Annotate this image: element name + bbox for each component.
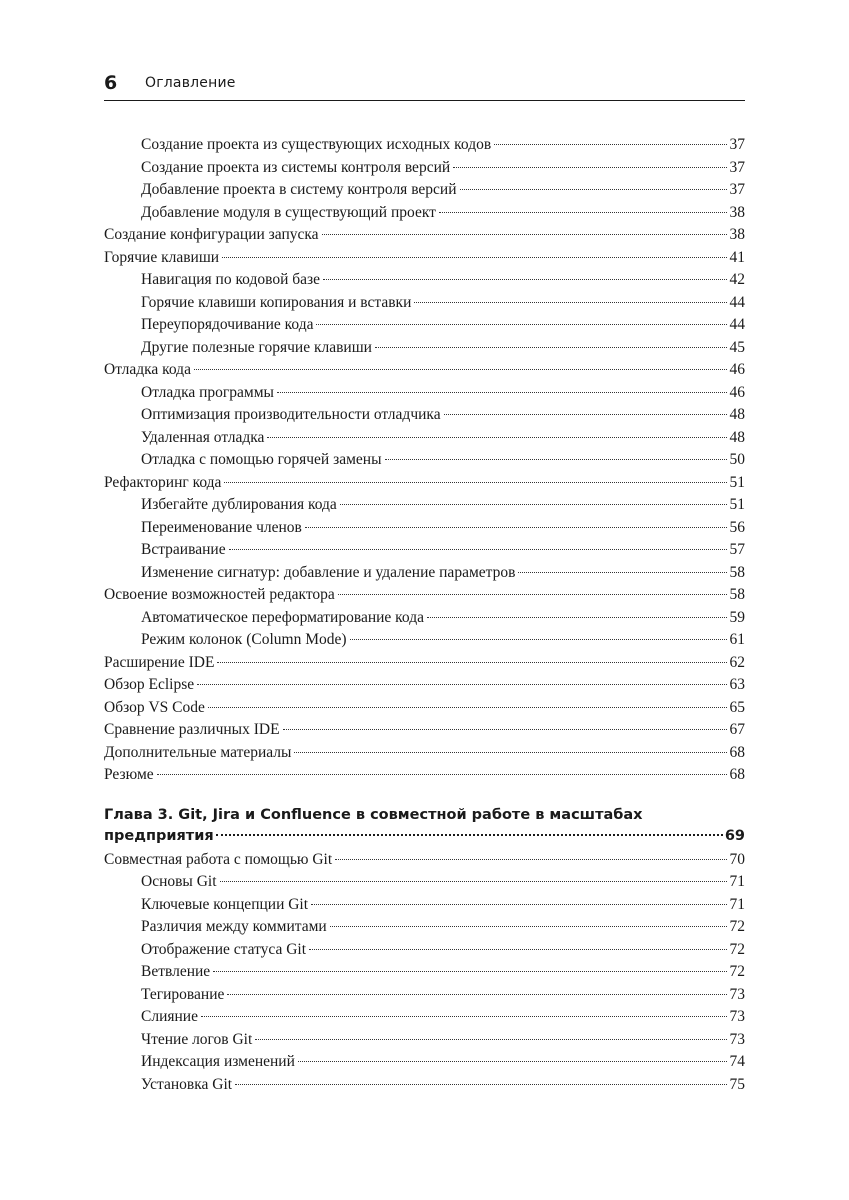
toc-entry[interactable] (104, 292, 745, 315)
toc-entry[interactable] (104, 916, 745, 939)
toc-entry[interactable] (104, 584, 745, 607)
chapter-title-line1: Глава 3. Git, Jira и Confluence в совместной работе в масштабах (104, 806, 643, 823)
toc-entry-title: Совместная работа с помощью Git (104, 850, 333, 868)
chapter-title-line2-row (104, 826, 745, 847)
dot-leader (335, 859, 726, 860)
toc-entry-title: Изменение сигнатур: добавление и удаление параметров (141, 563, 516, 581)
toc-entry-title: Горячие клавиши копирования и вставки (141, 293, 412, 311)
toc-entry-title: Освоение возможностей редактора (104, 586, 335, 603)
toc-entry[interactable] (104, 764, 745, 787)
dot-leader (255, 1039, 726, 1040)
toc-entry[interactable] (104, 871, 745, 894)
toc-entry[interactable] (104, 269, 745, 292)
dot-leader (385, 459, 727, 460)
toc-entry-page: 37 (729, 181, 745, 198)
toc-entry-title: Ветвление (141, 963, 211, 980)
dot-leader (338, 594, 727, 595)
toc-entry-title: Переупорядочивание кода (141, 316, 314, 333)
toc-entry-page: 71 (729, 873, 745, 890)
toc-entry-page: 51 (729, 473, 745, 491)
toc-entry-page: 59 (729, 608, 745, 626)
toc-entry-title: Различия между коммитами (141, 918, 327, 935)
toc-entry-page: 71 (729, 895, 745, 913)
dot-leader (216, 834, 723, 836)
dot-leader (227, 994, 726, 995)
toc-entry[interactable] (104, 939, 745, 962)
table-of-contents (104, 134, 745, 1096)
running-title: Оглавление (145, 75, 236, 91)
dot-leader (208, 707, 727, 708)
toc-entry[interactable] (104, 157, 745, 180)
running-header (104, 70, 745, 101)
toc-entry-page: 74 (729, 1053, 745, 1070)
dot-leader (330, 926, 727, 927)
toc-entry-page: 67 (729, 721, 745, 738)
toc-entry-page: 68 (729, 743, 745, 761)
toc-entry-page: 38 (729, 226, 745, 243)
toc-entry-page: 63 (729, 676, 745, 693)
toc-entry-title: Создание проекта из существующих исходных кодов (141, 136, 492, 153)
toc-entry-page: 37 (729, 158, 745, 176)
toc-entry-title: Избегайте дублирования кода (141, 496, 337, 513)
toc-entry-page: 72 (729, 963, 745, 980)
dot-leader (460, 189, 727, 190)
toc-entry[interactable] (104, 894, 745, 917)
toc-entry[interactable] (104, 539, 745, 562)
toc-entry[interactable] (104, 629, 745, 652)
toc-entry-title: Режим колонок (Column Mode) (141, 631, 347, 648)
toc-entry[interactable] (104, 849, 745, 872)
toc-entry-title: Переименование членов (141, 518, 302, 536)
toc-entry-title: Отладка кода (104, 361, 191, 378)
toc-chapter-heading[interactable] (104, 805, 745, 847)
toc-entry-title: Создание проекта из системы контроля версий (141, 158, 451, 176)
toc-entry-page: 38 (729, 203, 745, 221)
toc-entry-page: 58 (729, 586, 745, 603)
toc-entry[interactable] (104, 517, 745, 540)
toc-entry-title: Расширение IDE (104, 653, 215, 671)
toc-entry-page: 37 (729, 136, 745, 153)
toc-entry-title: Обзор Eclipse (104, 676, 195, 693)
toc-entry[interactable] (104, 404, 745, 427)
toc-entry-title: Сравнение различных IDE (104, 721, 280, 738)
dot-leader (217, 662, 726, 663)
toc-entry[interactable] (104, 224, 745, 247)
toc-entry-page: 50 (729, 451, 745, 468)
toc-entry-page: 72 (729, 940, 745, 958)
toc-entry[interactable] (104, 359, 745, 382)
toc-entry[interactable] (104, 449, 745, 472)
toc-entry-title: Чтение логов Git (141, 1030, 253, 1048)
dot-leader (229, 549, 727, 550)
toc-entry[interactable] (104, 314, 745, 337)
toc-entry-title: Индексация изменений (141, 1053, 295, 1070)
dot-leader (201, 1016, 727, 1017)
toc-entry[interactable] (104, 961, 745, 984)
dot-leader (439, 212, 727, 213)
toc-entry[interactable] (104, 562, 745, 585)
toc-entry-page: 73 (729, 1008, 745, 1025)
toc-entry[interactable] (104, 697, 745, 720)
dot-leader (213, 971, 726, 972)
toc-entry[interactable] (104, 1074, 745, 1097)
toc-entry[interactable] (104, 1029, 745, 1052)
dot-leader (375, 347, 727, 348)
toc-entry[interactable] (104, 984, 745, 1007)
toc-entry[interactable] (104, 674, 745, 697)
toc-entry-page: 70 (729, 850, 745, 868)
dot-leader (427, 617, 727, 618)
toc-entry-page: 62 (729, 653, 745, 671)
toc-entry-page: 75 (729, 1075, 745, 1093)
toc-entry-page: 46 (729, 383, 745, 401)
toc-entry-title: Резюме (104, 766, 154, 783)
toc-entry-title: Слияние (141, 1008, 198, 1025)
dot-leader (340, 504, 727, 505)
dot-leader (224, 482, 726, 483)
toc-entry[interactable] (104, 472, 745, 495)
dot-leader (350, 639, 727, 640)
toc-entry[interactable] (104, 134, 745, 157)
dot-leader (222, 257, 726, 258)
toc-entry-title: Другие полезные горячие клавиши (141, 338, 372, 356)
dot-leader (194, 369, 727, 370)
dot-leader (323, 279, 726, 280)
toc-entry[interactable] (104, 1006, 745, 1029)
toc-entry[interactable] (104, 337, 745, 360)
toc-entry-page: 68 (729, 766, 745, 783)
toc-entry-page: 44 (729, 316, 745, 333)
dot-leader (309, 949, 726, 950)
chapter-title-line2: предприятия (104, 827, 214, 844)
dot-leader (322, 234, 727, 235)
toc-entry[interactable] (104, 494, 745, 517)
toc-entry-title: Рефакторинг кода (104, 473, 222, 491)
toc-entry-title: Установка Git (141, 1075, 233, 1093)
toc-entry-title: Автоматическое переформатирование кода (141, 608, 424, 626)
toc-entry-page: 44 (729, 293, 745, 311)
toc-entry-page: 61 (729, 631, 745, 648)
toc-entry-page: 57 (729, 541, 745, 558)
toc-entry-title: Добавление проекта в систему контроля версий (141, 181, 457, 198)
toc-entry-title: Оптимизация производительности отладчика (141, 406, 441, 423)
dot-leader (220, 881, 727, 882)
toc-entry-page: 45 (729, 338, 745, 356)
dot-leader (316, 324, 726, 325)
toc-entry-title: Встраивание (141, 541, 226, 558)
toc-entry-page: 58 (729, 563, 745, 581)
dot-leader (444, 414, 727, 415)
toc-entry-title: Создание конфигурации запуска (104, 226, 319, 243)
dot-leader (277, 392, 727, 393)
dot-leader (414, 302, 726, 303)
toc-entry[interactable] (104, 382, 745, 405)
dot-leader (311, 904, 726, 905)
page-number: 6 (104, 72, 118, 94)
toc-entry-page: 73 (729, 985, 745, 1003)
toc-entry[interactable] (104, 1051, 745, 1074)
dot-leader (283, 729, 727, 730)
dot-leader (453, 167, 726, 168)
toc-entry-title: Тегирование (141, 985, 225, 1003)
toc-entry[interactable] (104, 742, 745, 765)
dot-leader (494, 144, 726, 145)
toc-entry-title: Удаленная отладка (141, 428, 265, 446)
toc-entry-title: Добавление модуля в существующий проект (141, 203, 436, 221)
toc-section-chapter-3 (104, 849, 745, 1097)
dot-leader (235, 1084, 726, 1085)
dot-leader (518, 572, 726, 573)
toc-entry-title: Ключевые концепции Git (141, 895, 309, 913)
toc-entry-title: Навигация по кодовой базе (141, 271, 321, 288)
toc-entry-page: 65 (729, 698, 745, 716)
toc-section-chapter-2 (104, 134, 745, 787)
toc-entry-page: 46 (729, 361, 745, 378)
toc-entry-page: 48 (729, 428, 745, 446)
chapter-page-number: 69 (724, 827, 745, 844)
toc-entry-page: 51 (729, 496, 745, 513)
dot-leader (305, 527, 727, 528)
dot-leader (298, 1061, 727, 1062)
toc-entry[interactable] (104, 247, 745, 270)
toc-entry[interactable] (104, 607, 745, 630)
dot-leader (157, 774, 727, 775)
toc-entry-title: Отладка программы (141, 383, 274, 401)
toc-entry[interactable] (104, 719, 745, 742)
toc-entry-page: 56 (729, 518, 745, 536)
toc-entry-page: 48 (729, 406, 745, 423)
toc-entry[interactable] (104, 427, 745, 450)
toc-entry[interactable] (104, 202, 745, 225)
toc-entry-title: Отображение статуса Git (141, 940, 307, 958)
toc-entry[interactable] (104, 179, 745, 202)
dot-leader (294, 752, 726, 753)
toc-entry-title: Горячие клавиши (104, 248, 220, 266)
dot-leader (197, 684, 726, 685)
toc-entry[interactable] (104, 652, 745, 675)
toc-entry-title: Основы Git (141, 873, 217, 890)
toc-entry-title: Дополнительные материалы (104, 743, 292, 761)
toc-entry-title: Отладка с помощью горячей замены (141, 451, 382, 468)
toc-entry-page: 72 (729, 918, 745, 935)
toc-entry-page: 42 (729, 271, 745, 288)
toc-entry-page: 73 (729, 1030, 745, 1048)
dot-leader (267, 437, 726, 438)
toc-entry-page: 41 (729, 248, 745, 266)
toc-entry-title: Обзор VS Code (104, 698, 205, 716)
